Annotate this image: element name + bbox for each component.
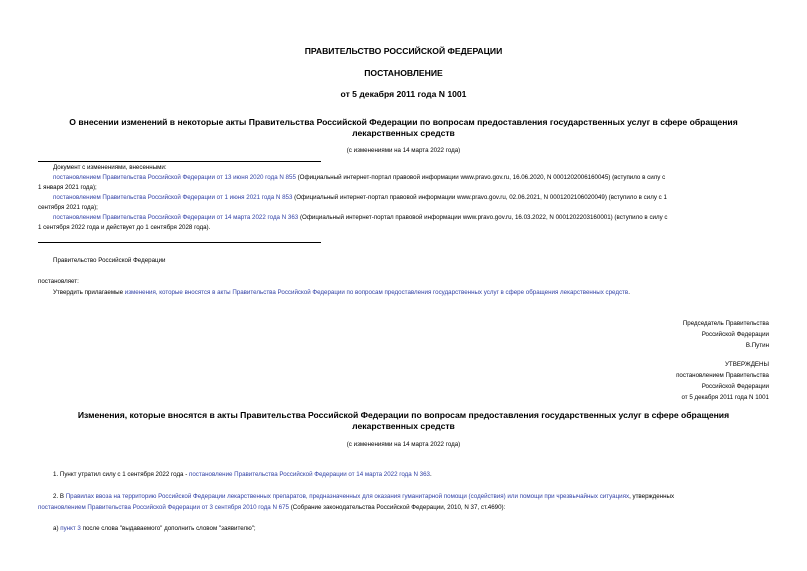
annex-item-1 bbox=[53, 469, 432, 480]
annex-item-2-resolution-link[interactable]: постановлением Правительства Российской Федерации от 3 сентября 2010 года N 675 bbox=[38, 504, 289, 511]
approve-prefix: Утвердить прилагаемые bbox=[53, 289, 125, 296]
government-text: Правительство Российской Федерации bbox=[53, 257, 166, 264]
annex-title-line1: Изменения, которые вносятся в акты Правительства Российской Федерации по вопросам предоставления государственных услуг в сфере обращения bbox=[77, 410, 730, 420]
approved-line4: от 5 декабря 2011 года N 1001 bbox=[681, 394, 769, 401]
document-title-line1: О внесении изменений в некоторые акты Правительства Российской Федерации по вопросам предоставления государственных услуг в сфере обращения bbox=[69, 117, 738, 127]
document-date-number: от 5 декабря 2011 года N 1001 bbox=[340, 89, 467, 99]
annex-item-1-link[interactable]: постановление Правительства Российской Федерации от 14 марта 2022 года N 363 bbox=[189, 471, 430, 478]
change-details-cont: 1 сентября 2022 года и действует до 1 сентября 2028 года). bbox=[38, 224, 211, 231]
subitem-a-prefix: а) bbox=[53, 525, 61, 532]
changes-top-rule bbox=[38, 161, 321, 162]
document-type: ПОСТАНОВЛЕНИЕ bbox=[364, 68, 443, 78]
approved-line2: постановлением Правительства bbox=[676, 372, 769, 379]
subitem-a-link[interactable]: пункт 3 bbox=[60, 525, 81, 532]
signature-position: Председатель Правительства bbox=[682, 320, 769, 327]
approved-block bbox=[676, 359, 769, 403]
subitem-a-suffix: после слова "выдаваемого" дополнить словом "заявителю"; bbox=[80, 525, 256, 532]
change-link[interactable]: постановлением Правительства Российской Федерации от 14 марта 2022 года N 363 bbox=[53, 214, 299, 221]
change-link[interactable]: постановлением Правительства Российской Федерации от 13 июня 2020 года N 855 bbox=[53, 174, 296, 181]
annex-title-line2: лекарственных средств bbox=[352, 421, 455, 431]
signature-name: В.Путин bbox=[745, 342, 769, 349]
change-details-cont: 1 января 2021 года); bbox=[38, 184, 97, 191]
edition-note: (с изменениями на 14 марта 2022 года) bbox=[346, 147, 461, 154]
changes-box bbox=[38, 163, 769, 233]
approve-link[interactable]: изменения, которые вносятся в акты Правительства Российской Федерации по вопросам предоставления государственных услуг в сфере обращения лекарственных средств bbox=[124, 289, 629, 296]
approved-line3: Российской Федерации bbox=[701, 383, 769, 390]
signature-org: Российской Федерации bbox=[701, 331, 769, 338]
signature-block bbox=[683, 318, 769, 351]
document-title-line2: лекарственных средств bbox=[352, 128, 455, 138]
change-details: (Официальный интернет-портал правовой информации www.pravo.gov.ru, 16.06.2020, N 0001202006160045) (вступило в силу с bbox=[295, 174, 666, 181]
changes-bottom-rule bbox=[38, 242, 321, 243]
change-details: (Официальный интернет-портал правовой информации www.pravo.gov.ru, 16.03.2022, N 0001202203160001) (вступило в силу с bbox=[298, 214, 668, 221]
approve-suffix: . bbox=[628, 289, 630, 296]
change-details-cont: сентября 2021 года); bbox=[38, 204, 98, 211]
annex-title bbox=[0, 410, 807, 432]
annex-item-2-suffix: (Собрание законодательства Российской Федерации, 2010, N 37, ст.4690): bbox=[288, 504, 506, 511]
annex-item-2-mid: , утвержденных bbox=[629, 493, 675, 500]
change-item bbox=[38, 213, 769, 233]
change-link[interactable]: постановлением Правительства Российской Федерации от 1 июня 2021 года N 853 bbox=[53, 194, 293, 201]
changes-intro: Документ с изменениями, внесенными: bbox=[53, 164, 167, 171]
annex-item-2-rules-link[interactable]: Правилах ввоза на территорию Российской Федерации лекарственных препаратов, предназначенных для оказания гуманитарной помощи (содействия) или помощи при чрезвычайных ситуациях bbox=[65, 493, 630, 500]
annex-subitem-a bbox=[53, 523, 256, 534]
change-details: (Официальный интернет-портал правовой информации www.pravo.gov.ru, 02.06.2021, N 0001202106020049) (вступило в силу с 1 bbox=[292, 194, 667, 201]
document-title bbox=[0, 117, 807, 139]
annex-item-2-prefix: 2. В bbox=[53, 493, 66, 500]
approve-paragraph bbox=[53, 287, 630, 298]
authority-heading: ПРАВИТЕЛЬСТВО РОССИЙСКОЙ ФЕДЕРАЦИИ bbox=[304, 46, 503, 56]
approved-heading: УТВЕРЖДЕНЫ bbox=[725, 361, 769, 368]
annex-item-1-prefix: 1. Пункт утратил силу с 1 сентября 2022 года - bbox=[53, 471, 189, 478]
resolves-text: постановляет: bbox=[38, 278, 79, 285]
annex-edition-note: (с изменениями на 14 марта 2022 года) bbox=[346, 441, 461, 448]
annex-item-1-suffix: . bbox=[429, 471, 432, 478]
change-item bbox=[38, 173, 769, 193]
change-item bbox=[38, 193, 769, 213]
annex-item-2 bbox=[38, 491, 769, 513]
